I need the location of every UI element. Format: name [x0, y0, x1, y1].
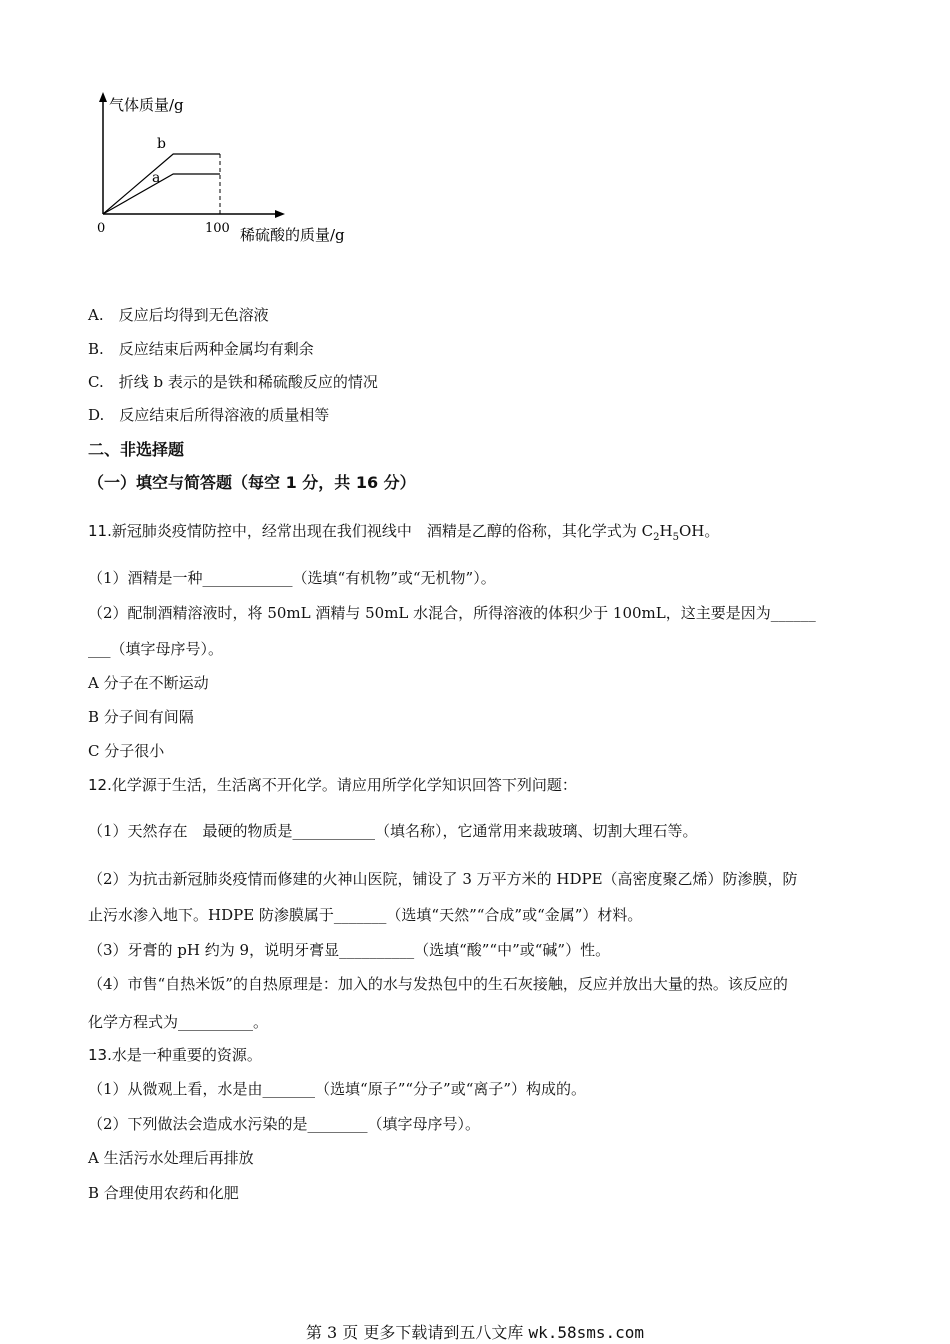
series-line-b — [103, 154, 220, 214]
q13-stem — [88, 1045, 262, 1065]
q11-part2-line2: ___（填字母序号）。 — [88, 640, 224, 658]
y-axis-arrow-icon — [99, 92, 107, 102]
x-axis-arrow-icon — [275, 210, 285, 218]
q11-formula-sub-5: 5 — [672, 532, 679, 543]
q11-formula-h: H — [659, 522, 673, 540]
q12-part2-line2: 止污水渗入地下。HDPE 防渗膜属于_______（选填“天然”“合成”或“金属”）材料。 — [88, 906, 643, 924]
q12-part3: （3）牙膏的 pH 约为 9，说明牙膏显__________（选填“酸”“中”或“碱”）性。 — [88, 941, 611, 959]
section-heading: 二、非选择题 — [88, 440, 185, 459]
option-d: D. 反应结束后所得溶液的质量相等 — [88, 406, 330, 424]
y-axis-label: 气体质量/g — [109, 96, 184, 114]
q11-number: 11. — [88, 522, 112, 540]
gas-mass-chart — [85, 88, 385, 248]
q12-part2-line1: （2）为抗击新冠肺炎疫情而修建的火神山医院，铺设了 3 万平方米的 HDPE（高密度聚乙烯）防渗膜，防 — [88, 870, 798, 888]
q12-part4-line1: （4）市售“自热米饭”的自热原理是：加入的水与发热包中的生石灰接触，反应并放出大量的热。该反应的 — [88, 975, 788, 993]
section-subheading: （一）填空与简答题（每空 1 分，共 16 分） — [88, 473, 416, 492]
option-c: C. 折线 b 表示的是铁和稀硫酸反应的情况 — [88, 373, 378, 391]
x-axis-label: 稀硫酸的质量/g — [240, 226, 345, 244]
series-label-a: a — [152, 170, 161, 186]
series-line-a — [103, 174, 220, 214]
q11-formula-sub-2: 2 — [653, 532, 660, 543]
origin-label: 0 — [97, 221, 106, 236]
q11-stem — [88, 521, 719, 548]
option-b: B. 反应结束后两种金属均有剩余 — [88, 340, 314, 358]
q12-part4-line2: 化学方程式为__________。 — [88, 1013, 269, 1031]
q12-part1: （1）天然存在 最硬的物质是___________（填名称），它通常用来裁玻璃、切割大理石等。 — [88, 822, 698, 840]
q11-stem-text-a: 新冠肺炎疫情防控中，经常出现在我们视线中 酒精是乙醇的俗称，其化学式为 C — [111, 522, 654, 540]
q13-number: 13. — [88, 1046, 112, 1064]
footer-text: 第 3 页 更多下载请到五八文库 — [305, 1323, 529, 1342]
footer-link[interactable]: wk.58sms.com — [528, 1323, 645, 1342]
q13-option-a: A 生活污水处理后再排放 — [88, 1149, 254, 1167]
q12-stem-text: 化学源于生活，生活离不开化学。请应用所学化学知识回答下列问题： — [111, 776, 577, 794]
q11-option-b: B 分子间有间隔 — [88, 708, 194, 726]
series-label-b: b — [157, 136, 166, 152]
q12-stem — [88, 775, 577, 795]
q11-stem-text-b: OH。 — [678, 522, 720, 540]
option-a: A. 反应后均得到无色溶液 — [88, 306, 269, 324]
q11-part2-line1: （2）配制酒精溶液时，将 50mL 酒精与 50mL 水混合，所得溶液的体积少于 100mL，这主要是因为______ — [88, 604, 816, 622]
x-tick-label: 100 — [205, 221, 230, 236]
q13-option-b: B 合理使用农药和化肥 — [88, 1184, 239, 1202]
q13-part1: （1）从微观上看，水是由_______（选填“原子”“分子”或“离子”）构成的。 — [88, 1080, 587, 1098]
q13-part2: （2）下列做法会造成水污染的是________（填字母序号）。 — [88, 1115, 481, 1133]
page-footer — [0, 1320, 950, 1343]
q11-part1: （1）酒精是一种____________（选填“有机物”或“无机物”）。 — [88, 569, 496, 587]
q11-option-a: A 分子在不断运动 — [88, 674, 209, 692]
q13-stem-text: 水是一种重要的资源。 — [111, 1046, 262, 1064]
q11-option-c: C 分子很小 — [88, 742, 165, 760]
q12-number: 12. — [88, 776, 112, 794]
